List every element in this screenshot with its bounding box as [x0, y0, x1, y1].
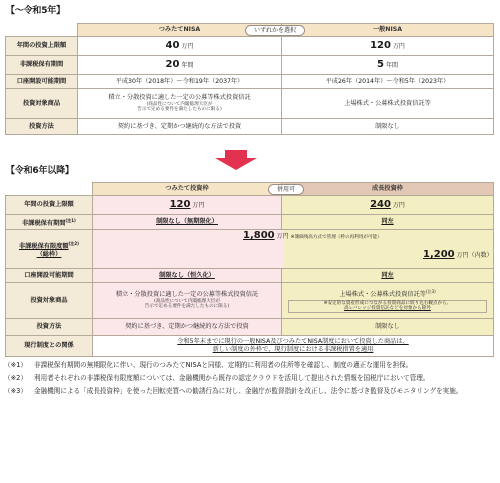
col-header-ippan-nisa: 一般NISA [282, 24, 494, 37]
value-holding-period-tsumitate: 制限なし（無期限化） [93, 215, 282, 230]
row-label-annual-limit: 年間の投資上限額 [6, 37, 78, 56]
value-products-tsumitate: 積立・分散投資に適した一定の公募等株式投資信託 (商品性について内閣総理大臣が 告示で定める要件を満たしたものに限る) [78, 89, 282, 119]
choose-one-badge: いずれかを選択 [245, 25, 305, 36]
value-holding-period-seicho: 同左 [282, 215, 494, 230]
value-account-period-tsumitate: 平成30年（2018年）～令和19年（2037年） [78, 75, 282, 89]
value-annual-limit-seicho: 240 万円 [282, 196, 494, 215]
row-label-method: 投資方法 [6, 119, 78, 135]
down-arrow-icon [211, 150, 261, 170]
value-account-period-seicho: 同左 [282, 269, 494, 283]
row-label-account-period: 口座開設可能期間 [6, 269, 93, 283]
footnote-1: （※1） 非課税保有期間の無期限化に伴い、現行のつみたてNISAと同様、定期的に利用者の住所等を確認し、制度の適正な運用を担保。 [4, 361, 413, 369]
value-products-seicho: 上場株式・公募株式投資信託等$^{(注3)}$ ※安定的な資産形成につながる投資商品に絞り込む観点から、 高レバレッジ投資信託などを対象から除外 [282, 283, 494, 319]
transition-arrow [211, 150, 261, 170]
value-method-seicho: 制限なし [282, 319, 494, 336]
value-method-tsumitate: 契約に基づき、定期かつ継続的な方法で投資 [78, 119, 282, 135]
section-title-before: 【～令和5年】 [6, 6, 65, 16]
value-annual-limit-ippan: 120 万円 [282, 37, 494, 56]
row-label-holding-limit: 非課税保有限度額$^{(注2)}$ （総枠） [6, 230, 93, 269]
value-holding-period-tsumitate: 20 年間 [78, 56, 282, 75]
new-nisa-table [5, 182, 494, 357]
row-label-annual-limit: 年間の投資上限額 [6, 196, 93, 215]
value-method-ippan: 制限なし [282, 119, 494, 135]
value-products-ippan: 上場株式・公募株式投資信託等 [282, 89, 494, 119]
value-account-period-ippan: 平成26年（2014年）～令和5年（2023年） [282, 75, 494, 89]
value-method-tsumitate: 契約に基づき、定期かつ継続的な方法で投資 [93, 319, 282, 336]
col-header-tsumitate-nisa: つみたてNISA [78, 24, 282, 37]
row-label-method: 投資方法 [6, 319, 93, 336]
row-label-holding-period: 非課税保有期間$^{(注1)}$ [6, 215, 93, 230]
section-title-after: 【令和6年以降】 [6, 166, 74, 176]
corner-cell [6, 24, 78, 37]
row-label-relation: 現行制度との関係 [6, 336, 93, 357]
footnote-3: （※3） 金融機関による「成長投資枠」を使った回転売買への勧誘行為に対し、金融庁が監督指針を改正し、法令に基づき監督及びモニタリングを実施。 [4, 387, 463, 395]
value-account-period-tsumitate: 制限なし（恒久化） [93, 269, 282, 283]
value-holding-limit [93, 230, 494, 269]
value-annual-limit-tsumitate: 40 万円 [78, 37, 282, 56]
col-header-seicho-waku: 成長投資枠 [282, 183, 494, 196]
value-holding-period-ippan: 5 年間 [282, 56, 494, 75]
value-relation: 令和5年末までに現行の一般NISA及びつみたてNISA制度において投資した商品は、 新しい制度の外枠で、現行制度における非課税措置を適用 [93, 336, 494, 357]
footnote-2: （※2） 利用者それぞれの非課税保有限度額については、金融機関から既存の認定クラウドを活用して提出された情報を国税庁において管理。 [4, 374, 430, 382]
total-limit-value: 1,800 万円 ※簿価残高方式で管理（枠の再利用が可能） [243, 230, 382, 241]
row-label-products: 投資対象商品 [6, 89, 78, 119]
row-label-products: 投資対象商品 [6, 283, 93, 319]
row-label-holding-period: 非課税保有期間 [6, 56, 78, 75]
current-nisa-table [5, 23, 494, 135]
combined-use-badge: 併用可 [268, 184, 304, 195]
value-products-tsumitate: 積立・分散投資に適した一定の公募等株式投資信託 (商品性について内閣総理大臣が 告示で定める要件を満たしたものに限る) [93, 283, 282, 319]
value-annual-limit-tsumitate: 120 万円 [93, 196, 282, 215]
col-header-tsumitate-waku: つみたて投資枠 [93, 183, 282, 196]
row-label-account-period: 口座開設可能期間 [6, 75, 78, 89]
corner-cell [6, 183, 93, 196]
seicho-limit-value: 1,200 万円（内数） [423, 249, 493, 260]
footnotes [4, 360, 492, 396]
